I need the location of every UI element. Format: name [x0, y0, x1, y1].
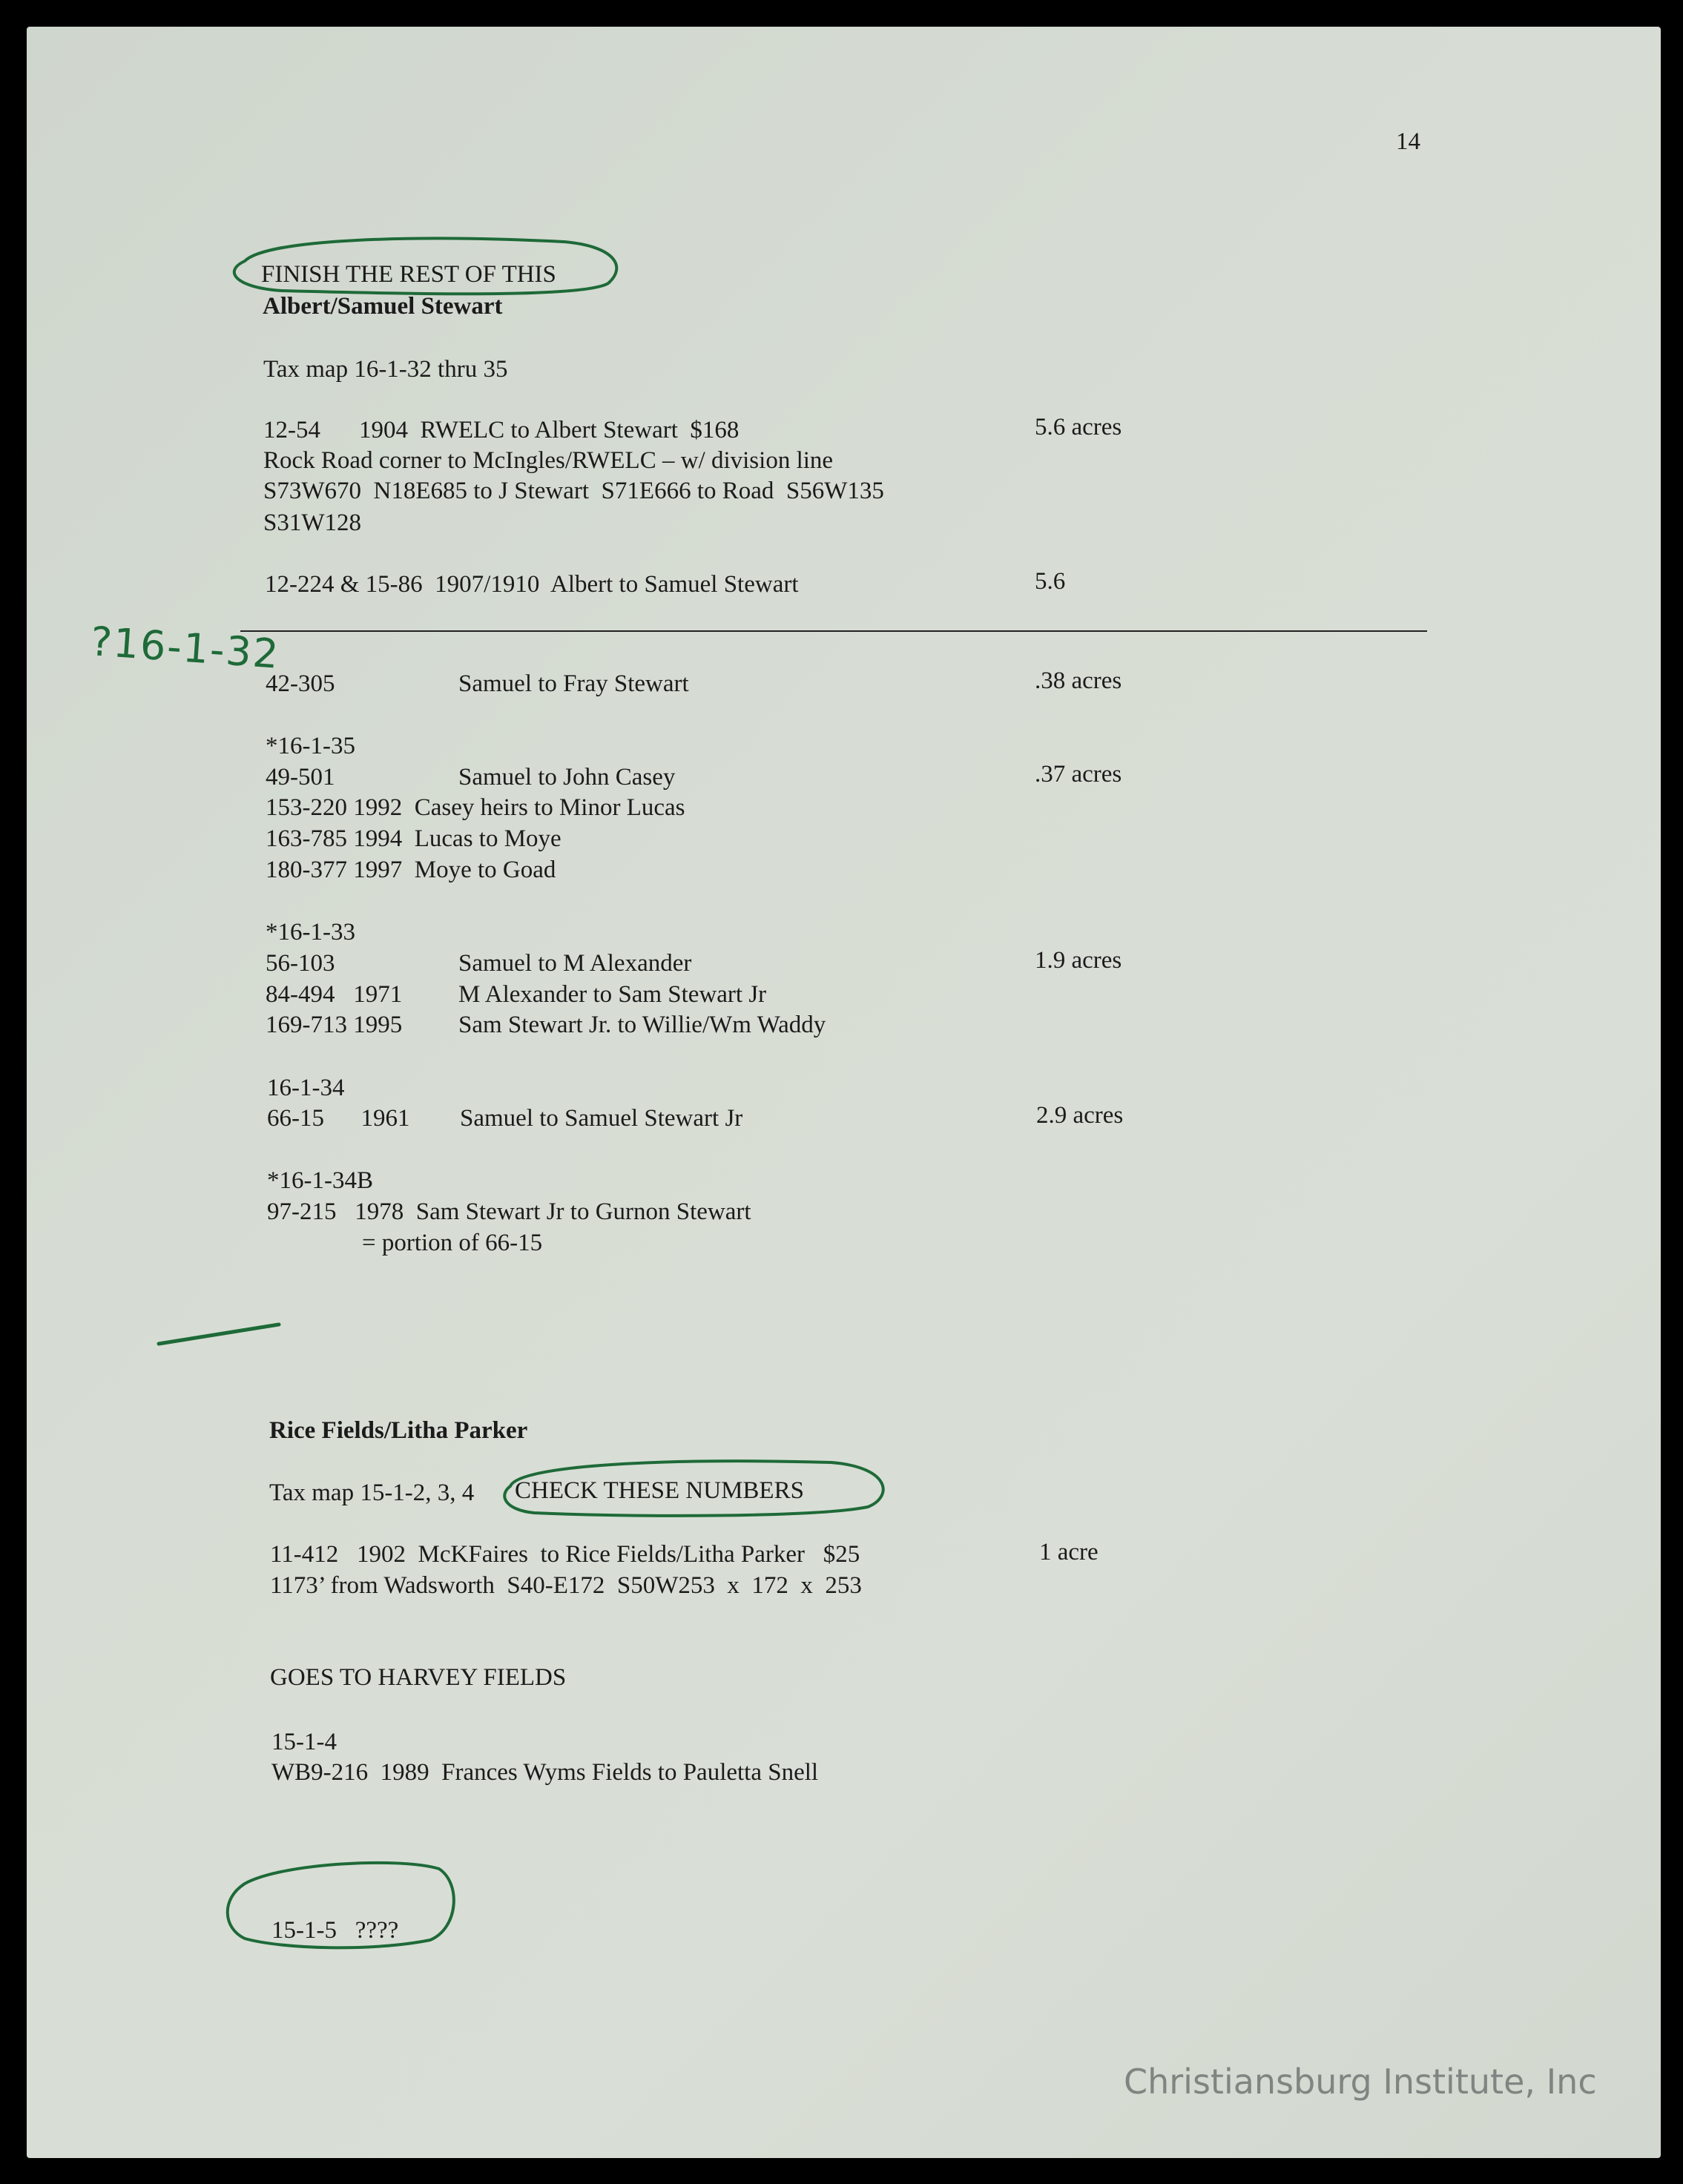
- parcel-label: *16-1-35: [266, 733, 355, 759]
- deed-ref: 169-713 1995: [266, 1012, 403, 1038]
- deed-acres: 2.9 acres: [1036, 1102, 1124, 1129]
- parcel-label: *16-1-34B: [267, 1167, 373, 1194]
- page-number: 14: [1396, 128, 1420, 155]
- deed-acres: .37 acres: [1035, 761, 1122, 788]
- parcel-label: *16-1-33: [266, 919, 355, 946]
- deed-text: Samuel to M Alexander: [458, 950, 692, 977]
- deed-row: 97-215 1978 Sam Stewart Jr to Gurnon Stewart: [267, 1198, 751, 1225]
- deed-text: Samuel to Samuel Stewart Jr: [460, 1105, 743, 1132]
- deed-text: Sam Stewart Jr. to Willie/Wm Waddy: [458, 1012, 826, 1038]
- deed-ref: 12-54: [263, 417, 320, 443]
- section-heading-stewart: Albert/Samuel Stewart: [263, 293, 503, 320]
- watermark: Christiansburg Institute, Inc: [1124, 2062, 1597, 2102]
- deed-row: WB9-216 1989 Frances Wyms Fields to Pauletta Snell: [271, 1759, 819, 1786]
- deed-ref: 66-15 1961: [267, 1105, 410, 1132]
- deed-text: Samuel to Fray Stewart: [458, 670, 689, 697]
- parcel-label: 15-1-4: [271, 1729, 337, 1755]
- deed-row: = portion of 66-15: [362, 1230, 543, 1256]
- pen-circle-unknown: [228, 1863, 454, 1948]
- pen-circle-check: [504, 1461, 883, 1516]
- tax-map-stewart: Tax map 16-1-32 thru 35: [263, 356, 508, 383]
- deed-row: 163-785 1994 Lucas to Moye: [266, 825, 561, 852]
- deed-acres: 5.6 acres: [1035, 414, 1122, 441]
- deed-ref: 49-501: [266, 764, 335, 791]
- deed-text: 12-224 & 15-86 1907/1910 Albert to Samuel Stewart: [265, 571, 799, 598]
- pen-dash-mark: [159, 1324, 279, 1344]
- goes-to-note: GOES TO HARVEY FIELDS: [270, 1664, 567, 1691]
- tax-map-fields: Tax map 15-1-2, 3, 4: [269, 1479, 475, 1506]
- parcel-label: 16-1-34: [267, 1075, 345, 1101]
- deed-acres: 5.6: [1035, 568, 1066, 595]
- pen-circle-finish: [234, 239, 616, 294]
- deed-acres: .38 acres: [1035, 667, 1122, 694]
- parcel-unknown: 15-1-5 ????: [271, 1917, 399, 1944]
- note-check-numbers: CHECK THESE NUMBERS: [515, 1477, 804, 1504]
- deed-ref: 84-494 1971: [266, 981, 403, 1008]
- deed-text: M Alexander to Sam Stewart Jr: [458, 981, 767, 1008]
- deed-description: Rock Road corner to McIngles/RWELC – w/ division line: [263, 447, 834, 474]
- handwritten-parcel-note: ?16-1-32: [89, 618, 282, 678]
- deed-text: 11-412 1902 McKFaires to Rice Fields/Litha Parker $25: [270, 1541, 860, 1568]
- deed-description: S73W670 N18E685 to J Stewart S71E666 to Road S56W135: [263, 478, 884, 504]
- deed-row: 153-220 1992 Casey heirs to Minor Lucas: [266, 794, 685, 821]
- deed-acres: 1 acre: [1039, 1539, 1099, 1566]
- section-heading-fields: Rice Fields/Litha Parker: [269, 1417, 528, 1444]
- deed-text: 1904 RWELC to Albert Stewart $168: [359, 417, 740, 443]
- deed-description: S31W128: [263, 509, 361, 536]
- deed-ref: 42-305: [266, 670, 335, 697]
- deed-acres: 1.9 acres: [1035, 947, 1122, 974]
- deed-text: Samuel to John Casey: [458, 764, 676, 791]
- deed-row: 180-377 1997 Moye to Goad: [266, 857, 556, 883]
- note-finish-rest: FINISH THE REST OF THIS: [261, 261, 556, 288]
- deed-ref: 56-103: [266, 950, 335, 977]
- deed-description: 1173’ from Wadsworth S40-E172 S50W253 x 172 x 253: [270, 1572, 862, 1599]
